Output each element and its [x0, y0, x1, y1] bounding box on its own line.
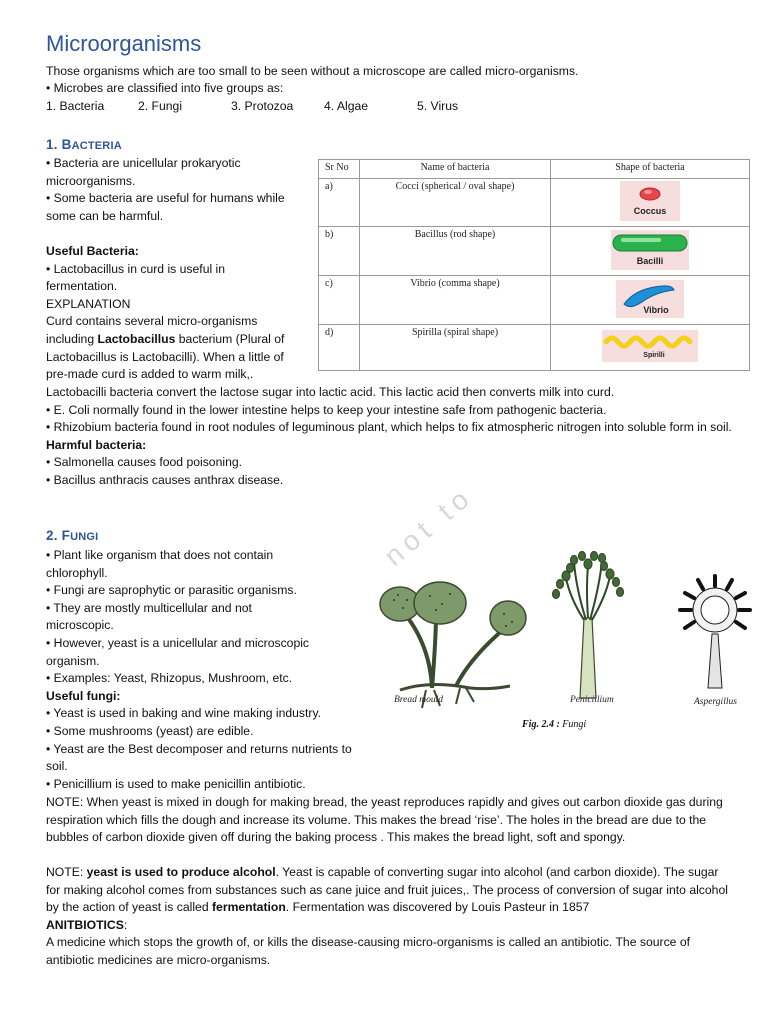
coccus-image — [551, 179, 750, 227]
lactobacillus-line: including Lactobacillus bacterium (Plural of — [46, 331, 285, 346]
caption-penicillium: Penicillium — [570, 695, 614, 705]
intro-classification: • Microbes are classified into five groups as: — [46, 81, 284, 95]
caption-aspergillus: Aspergillus — [694, 697, 737, 707]
antibiotics-heading: ANITBIOTICS — [46, 917, 124, 932]
table-header: Shape of bacteria — [551, 160, 750, 179]
bacteria-details: Lactobacilli bacteria convert the lactose sugar into lactic acid. This lactic acid then converts milk into curd. • E. Coli normally found in the lower intestine helps to keep your intestine safe from pathogenic bacteria. • Rhizobium bacteria found in root nodules of leguminous plant, which helps to fix atmospheric nitrogen into soluble form in soil. Harmful bacteria: • Salmonella causes food poisoning. • Bacillus anthracis causes anthrax disease. — [46, 385, 732, 487]
figure-title: Fig. 2.4 : Fungi — [522, 719, 587, 730]
vibrio-image — [551, 276, 750, 325]
harmful-bacteria-heading: Harmful bacteria: — [46, 437, 147, 452]
aspergillus-illustration — [680, 576, 750, 688]
table-header: Name of bacteria — [360, 160, 551, 179]
svg-text:Spirilli: Spirilli — [643, 352, 665, 359]
group-item: 4. Algae — [324, 99, 369, 113]
table-row: c) Vibrio (comma shape) Vibrio — [319, 276, 750, 325]
caption-bread-mould: Bread mould — [394, 695, 443, 705]
note-bread: NOTE: When yeast is mixed in dough for making bread, the yeast reproduces rapidly and gives out carbon dioxide gas during respiration which fills the dough and increase its volume. This makes the bread ‘rise’. The holes in the bread are due to the bubbles of carbon dioxide given off during the baking process . This makes the bread light, soft and spongy. — [46, 795, 723, 845]
groups-list — [46, 98, 458, 116]
bread-mould-illustration — [380, 582, 526, 708]
table-header: Sr No — [319, 160, 360, 179]
useful-bacteria-heading: Useful Bacteria: — [46, 243, 139, 258]
fungi-text: • Plant like organism that does not contain chlorophyll. • Fungi are saprophytic or parasitic organisms. • They are mostly multicellular and not microscopic. • However, yeast is a unicellular and microscopic organism. • Examples: Yeast, Rhizopus, Mushroom, etc. Useful fungi: • Yeast is used in baking and wine making industry. • Some mushrooms (yeast) are edible. • Yeast are the Best decomposer and returns nutrients to soil. • Penicillium is used to make penicillin antibiotic. — [46, 548, 352, 791]
table-row: d) Spirilla (spiral shape) Spirilli — [319, 325, 750, 371]
group-item: 3. Protozoa — [231, 99, 294, 113]
table-row: b) Bacillus (rod shape) Bacilli — [319, 227, 750, 276]
bacilli-image — [551, 227, 750, 276]
bacteria-intro: • Bacteria are unicellular prokaryotic microorganisms. • Some bacteria are useful for humans while some can be harmful. Useful Bacteria: • Lactobacillus in curd is useful in fermentation. EXPLANATION Curd contains several micro-organisms including Lactobacillus bacterium (Plural of Lactobacillus is Lactobacilli). When a little of pre-made curd is added to warm milk,. — [46, 155, 308, 384]
note-alcohol: NOTE: yeast is used to produce alcohol. Yeast is capable of converting sugar into alcohol (and carbon dioxide). The sugar for making alcohol comes from substances such as cane juice and fruit juices,. The process of conversion of sugar into alcohol by the action of yeast is called fermentation. Fermentation was discovered by Louis Pasteur in 1857 ANITBIOTICS: A medicine which stops the growth of, or kills the disease-causing micro-organisms is called an antibiotic. The source of antibiotic medicines are micro-organisms. — [46, 864, 736, 970]
svg-text:Coccus: Coccus — [633, 206, 667, 216]
watermark: not to — [378, 479, 480, 572]
group-item: 1. Bacteria — [46, 99, 105, 113]
antibiotics-text: A medicine which stops the growth of, or kills the disease-causing micro-organisms is called an antibiotic. The source of antibiotic medicines are micro-organisms. — [46, 935, 690, 967]
group-item: 2. Fungi — [138, 99, 183, 113]
bacteria-shape-table — [318, 159, 750, 371]
svg-text:Vibrio: Vibrio — [643, 304, 669, 315]
useful-fungi-heading: Useful fungi: — [46, 688, 121, 703]
group-item: 5. Virus — [417, 99, 459, 113]
spirilli-image — [551, 325, 750, 371]
svg-text:Bacilli: Bacilli — [636, 255, 664, 266]
intro-definition: Those organisms which are too small to be seen without a microscope are called micro-organisms. — [46, 64, 579, 78]
penicillium-illustration — [553, 552, 624, 699]
table-row: a) Cocci (spherical / oval shape) Coccus — [319, 179, 750, 227]
fungi-figure — [370, 548, 768, 738]
bacteria-heading: 1. BACTERIA — [46, 137, 122, 152]
page-title: Microorganisms — [46, 31, 202, 56]
fungi-heading: 2. FUNGI — [46, 528, 99, 543]
